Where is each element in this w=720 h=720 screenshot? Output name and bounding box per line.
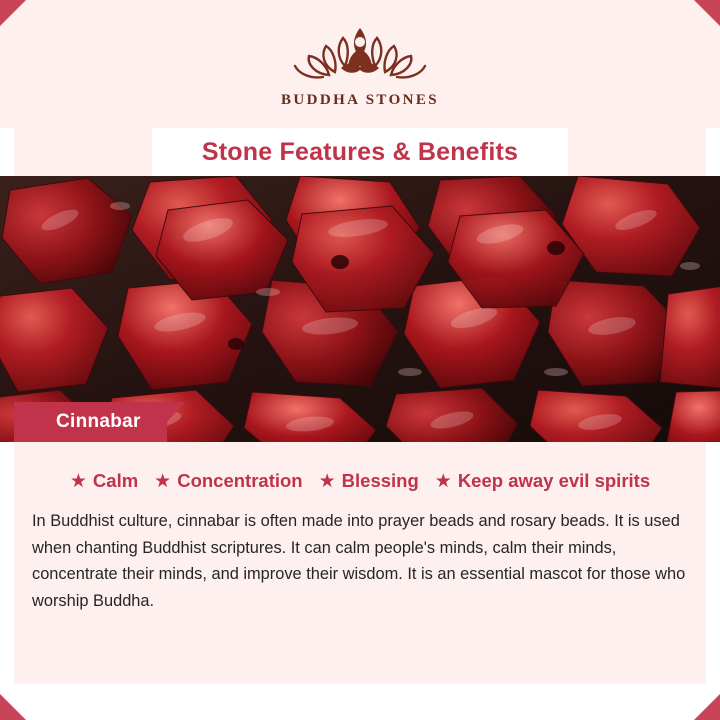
benefit-label: Concentration xyxy=(177,470,303,491)
benefit-item xyxy=(319,470,419,492)
title-band xyxy=(152,128,568,176)
corner-accent-bottom-left xyxy=(0,694,26,720)
star-icon: ★ xyxy=(69,470,87,492)
benefit-label: Keep away evil spirits xyxy=(457,470,651,491)
star-icon: ★ xyxy=(318,470,336,492)
benefit-label: Calm xyxy=(92,470,139,491)
stone-name-label: Cinnabar xyxy=(56,411,141,432)
stone-name-tag xyxy=(14,402,185,442)
benefits-list xyxy=(14,442,706,492)
stone-name-tag-body xyxy=(14,402,167,442)
corner-accent-top-right xyxy=(694,0,720,26)
stone-name-tag-notch xyxy=(167,402,185,442)
benefit-item xyxy=(70,470,138,492)
content-panel xyxy=(14,442,706,684)
page-title: Stone Features & Benefits xyxy=(201,137,519,166)
lotus-meditation-logo-icon xyxy=(285,22,435,88)
brand-header xyxy=(0,0,720,128)
brand-name: BUDDHA STONES xyxy=(280,92,440,108)
description-text: In Buddhist culture, cinnabar is often made into prayer beads and rosary beads. It is used when chanting Buddhist scriptures. It can calm people's minds, calm their minds, concentrate their minds, and improve their wisdom. It is an essential mascot for those who worship Buddha. xyxy=(32,512,686,610)
bottom-margin-strip xyxy=(0,684,720,720)
benefit-label: Blessing xyxy=(341,470,419,491)
benefit-item xyxy=(154,470,302,492)
star-icon: ★ xyxy=(154,470,172,492)
benefit-item xyxy=(435,470,650,492)
corner-accent-bottom-right xyxy=(694,694,720,720)
star-icon: ★ xyxy=(434,470,452,492)
corner-accent-top-left xyxy=(0,0,26,26)
